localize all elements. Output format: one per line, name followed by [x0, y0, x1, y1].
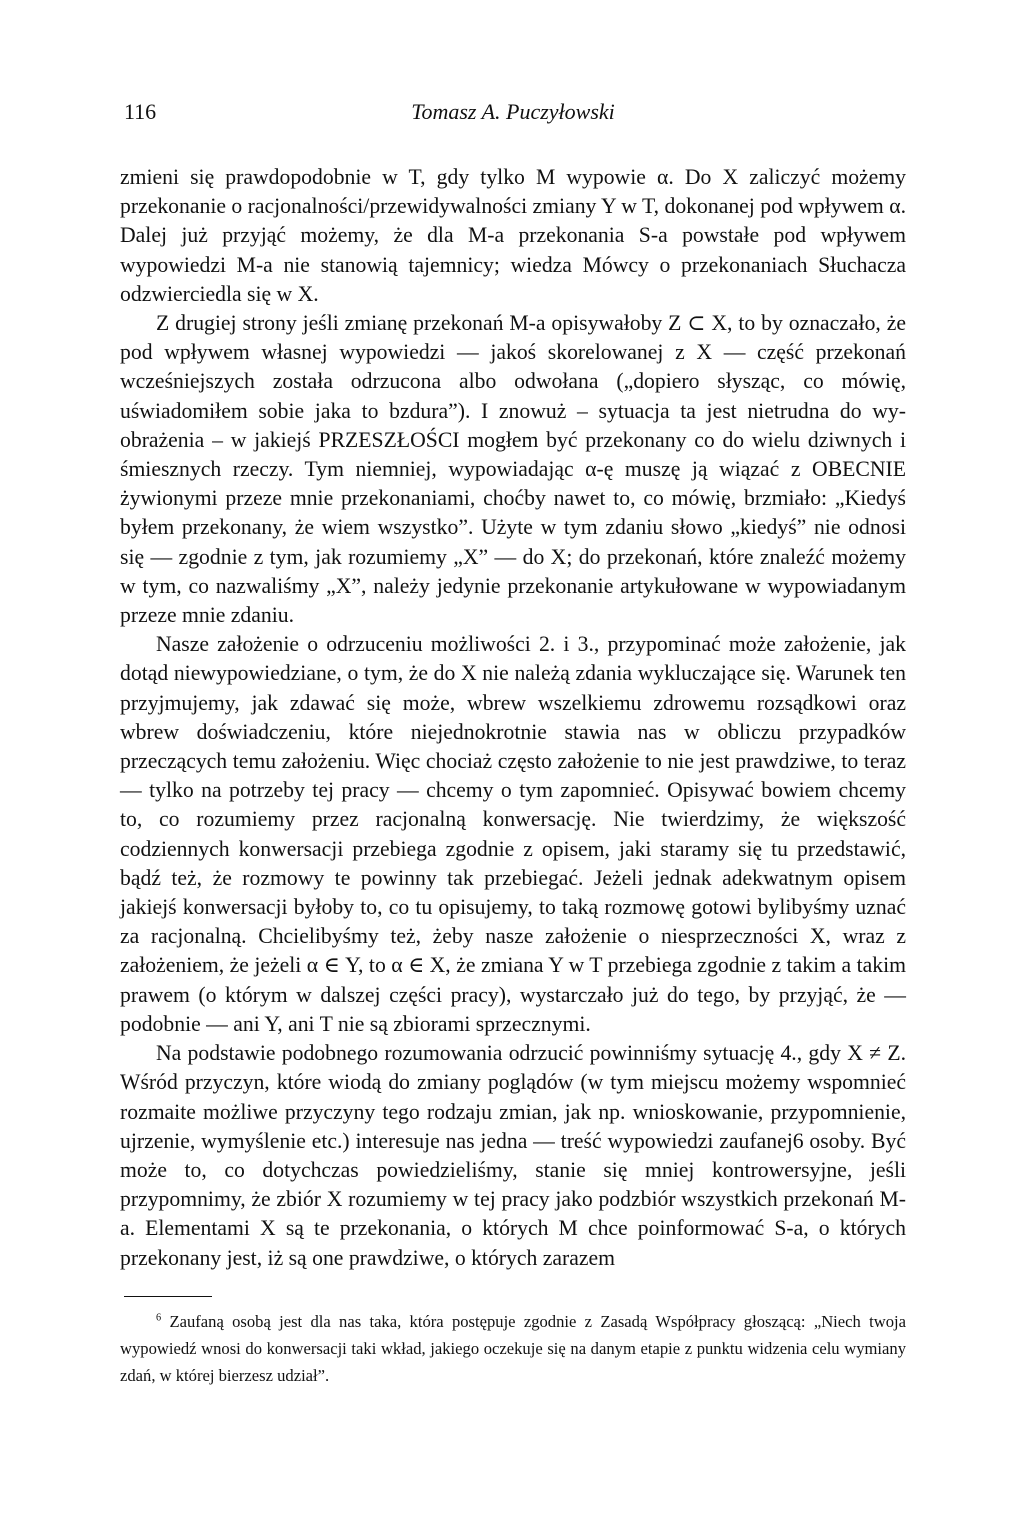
footnote	[120, 1308, 906, 1389]
page-header	[124, 99, 902, 139]
footnote-marker: 6	[156, 1312, 162, 1324]
footnote-separator	[124, 1296, 212, 1297]
paragraph-4: Na podstawie podobnego rozumowania odrzucić powinniśmy sytuację 4., gdy X ≠ Z. Wśród przyczyn, które wiodą do zmiany poglądów (w tym miejscu możemy wspomnieć rozmaite możliwe przyczyny tego rodzaju zmian, jak np. wnioskowanie, przypomnienie, ujrzenie, wymyślenie etc.) interesuje nas jedna — treść wypowiedzi zaufanej6 osoby. Być może to, co dotychczas powiedzieliśmy, stanie się mniej kontrowersyjne, jeśli przypomnimy, że zbiór X rozumiemy w tej pracy jako podzbiór wszystkich przekonań M-a. Elementami X są te przekonania, o których M chce poinformować S-a, o których przekonany jest, iż są one prawdziwe, o których zarazem	[120, 1041, 906, 1270]
running-head-author: Tomasz A. Puczyłowski	[411, 99, 615, 124]
body-text	[120, 163, 906, 1273]
paragraph-1: zmieni się prawdopodobnie w T, gdy tylko M wypowie α. Do X zaliczyć możemy przekonanie o racjonalności/przewidywalności zmiany Y w T, dokonanej pod wpływem α. Dalej już przyjąć możemy, że dla M-a przekonania S-a powstałe pod wpływem wypowiedzi M-a nie stanowią tajemnicy; wiedza Mówcy o przekonaniach Słuchacza odzwierciedla się w X.	[120, 165, 906, 306]
footnote-text: Zaufaną osobą jest dla nas taka, która postępuje zgodnie z Zasadą Współpracy głoszącą: „Niech twoja wypowiedź wnosi do konwersacji taki wkład, jakiego oczekuje się na danym etapie z punktu widzenia celu wymiany zdań, w której bierzesz udział”.	[120, 1312, 906, 1385]
page-number: 116	[124, 99, 157, 124]
paragraph-3: Nasze założenie o odrzuceniu możliwości 2. i 3., przypominać może założenie, jak dotąd niewypowiedziane, o tym, że do X nie należą zdania wykluczające się. Warunek ten przyjmujemy, jak zdawać się może, wbrew wszelkiemu zdrowemu rozsądkowi oraz wbrew doświadczeniu, które niejednokrotnie stawia nas w obliczu przypadków przeczących temu założeniu. Więc chociaż często założenie to nie jest prawdziwe, to teraz — tylko na potrzeby tej pracy — chcemy o tym zapomnieć. Opisywać bowiem chcemy to, co rozumiemy przez racjonalną konwersację. Nie twierdzimy, że większość codziennych konwersacji przebiega zgodnie z opisem, jaki staramy się tu przedstawić, bądź też, że rozmowy te powinny tak przebiegać. Jeżeli jednak adekwatnym opisem jakiejś konwersacji byłoby to, co tu opisujemy, to taką rozmowę gotowi bylibyśmy uznać za racjonalną. Chcielibyśmy też, żeby nasze założenie o niesprzeczności X, wraz z założeniem, że jeżeli α ∈ Y, to α ∈ X, że zmiana Y w T przebiega zgodnie z takim a takim prawem (o którym w dalszej części pracy), wystarczało już do tego, by przyjąć, że — podobnie — ani Y, ani T nie są zbiorami sprzecznymi.	[120, 632, 906, 1036]
paragraph-2: Z drugiej strony jeśli zmianę przekonań M-a opisywałoby Z ⊂ X, to by oznaczało, że pod wpływem własnej wypowiedzi — jakoś skorelowanej z X — część przekonań wcześniejszych została odrzucona albo odwołana („dopiero słysząc, co mówię, uświadomiłem sobie jaka to bzdura”). I znowuż – sytuacja ta jest nietrudna do wyobrażenia – w jakiejś PRZESZŁOŚCI mogłem być przekonany co do wielu dziwnych i śmiesznych rzeczy. Tym niemniej, wypowiadając α-ę muszę ją wiązać z OBECNIE żywionymi przeze mnie przekonaniami, choćby nawet to, co mówię, brzmiało: „Kiedyś byłem przekonany, że wiem wszystko”. Użyte w tym zdaniu słowo „kiedyś” nie odnosi się — zgodnie z tym, jak rozumiemy „X” — do X; do przekonań, które znaleźć możemy w tym, co nazwaliśmy „X”, należy jedynie przekonanie artykułowane w wypowiadanym przeze mnie zdaniu.	[120, 311, 906, 628]
